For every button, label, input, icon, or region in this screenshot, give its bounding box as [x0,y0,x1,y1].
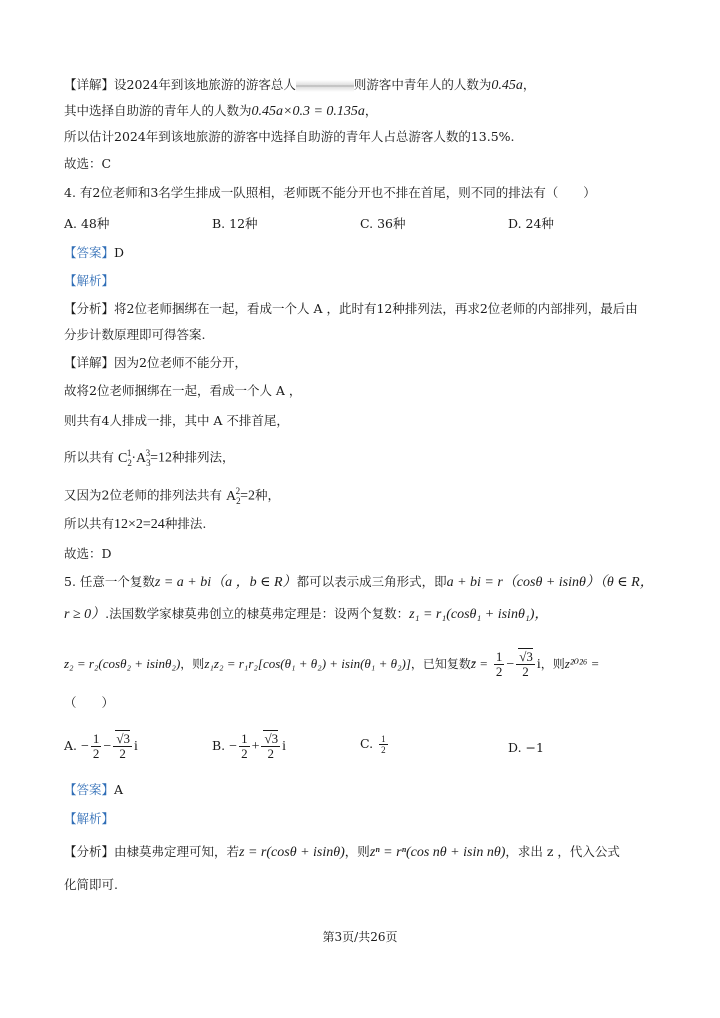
q5-l3-math2: z₁z₂ = r₁r₂[cos(θ₁ + θ₂) + isin(θ₁ + θ₂)] [204,656,411,671]
q4-stem: 4. 有2位老师和3名学生排成一队照相，老师既不能分开也不排在首尾，则不同的排法有（ ） [64,185,596,200]
q5-line2 [64,605,548,624]
q5-fenxi-line1 [64,843,620,862]
prev-line1-end: ， [522,77,536,92]
q5-l1-mid: 都可以表示成三角形式，即 [296,574,447,589]
q4-fenxi-text: 将2位老师捆绑在一起，看成一个人 A ，此时有12种排列法，再求2位老师的内部排列，最后由 [114,301,638,316]
fraction-sqrt3-half: $\frac{√3}{2}$ [113,732,132,761]
q4-detail-2: 故将2位老师捆绑在一起，看成一个人 A ， [64,383,302,398]
q4-detail-5-math: =2 [240,488,255,504]
q4-detail-5-pre: 又因为2位老师的排列法共有 [64,487,222,503]
prev-choice: 故选：C [64,156,112,171]
q4-option-c: C. 36种 [360,216,406,231]
q5-l2-text: .法国数学家棣莫弗创立的棣莫弗定理是：设两个复数： [105,606,410,621]
q5-l2-math2: z₁ = r₁(cosθ₁ + isinθ₁)， [409,607,549,622]
prev-line2-math: 0.45a×0.3 = 0.135a [251,104,365,119]
q5-l1-math2: （a ，b ∈ R） [211,575,297,590]
answer-tag: 【答案】 [64,245,115,260]
q4-detail-5 [64,482,280,509]
q4-option-d: D. 24种 [508,216,554,231]
arrangement-expression: $A_2^2$ [225,486,241,506]
fraction-one-half: $\frac{1}{2}$ [495,649,503,679]
q5-option-d: D. −1 [508,740,544,755]
fraction-sqrt3-half: $\frac{√3}{2}$ [261,732,280,761]
q5-f1-math1: z = r(cosθ + isinθ) [239,845,345,860]
prev-detail-line3: 所以估计2024年到该地旅游的游客中选择自助游的青年人占总游客人数的13.5%. [64,129,515,144]
redaction-mark [296,80,354,92]
q4-detail-5-post: 种， [254,487,280,503]
fenxi-tag: 【分析】 [64,844,115,859]
prev-line2-text: 其中选择自助游的青年人的人数为 [64,103,252,118]
fraction-sqrt3-half: $\frac{√3}{2}$ [516,650,535,679]
q4-option-a: A. 48种 [64,216,110,231]
fraction-one-half: $\frac{1}{2}$ [92,731,100,761]
q4-detail-3: 则共有4人排成一排，其中 A 不排首尾， [64,413,289,428]
q4-analysis-tag: 【解析】 [64,273,115,288]
prev-detail-line1 [64,76,535,95]
prev-detail-line2 [64,102,377,121]
prev-line2-end: ， [364,103,378,118]
fraction-one-half: $\frac{1}{2}$ [241,731,248,761]
q5-option-a: A. − $\frac{1}{2}$ − $\frac{√3}{2}$ i [64,731,138,761]
q4-detail-1 [64,354,247,372]
fenxi-tag: 【分析】 [64,301,115,316]
q5-l2-math1: r ≥ 0） [64,607,106,622]
q4-option-b: B. 12种 [212,216,258,231]
q4-fenxi-line2: 分步计数原理即可得答案. [64,327,206,342]
q5-answer [64,781,123,799]
q5-l1-math3: a + bi = r（cosθ + isinθ）（θ ∈ R， [446,575,654,590]
fraction-one-half-small: $\frac{1}{2}$ [381,734,386,755]
q5-l3-math4: z²⁰²⁶ = [564,656,600,671]
q5-answer-value: A [114,782,124,797]
q4-detail-4-math: =12 [150,450,173,466]
q4-fenxi-line1 [64,300,638,318]
q5-f1-post: ，求出 z ，代入公式 [505,844,620,859]
prev-line1-math: 0.45a [491,78,523,93]
q4-answer [64,244,124,262]
q5-l3-math3: z̄ = [470,656,488,671]
prev-line1-tail: 则游客中青年人的人数为 [353,77,492,92]
q5-option-b: B. − $\frac{1}{2}$ + $\frac{√3}{2}$ i [212,731,286,761]
q5-option-c-label: C. [360,736,374,751]
q5-l3-t2: ，已知复数 [410,657,471,671]
q4-detail-6-math: 12×2=24 [114,517,165,532]
q5-line1 [64,573,654,592]
q4-choice: 故选：D [64,546,112,561]
q5-l3-t3: ，则 [540,657,565,671]
q5-f1-math2: zⁿ = rⁿ(cos nθ + isin nθ) [369,845,506,860]
q5-option-b-label: B. [212,738,226,753]
q4-detail-6 [64,515,206,534]
q5-paren: （ ） [64,695,115,710]
q5-f1-mid: ，则 [344,844,370,859]
page-footer: 第3页/共26页 [322,930,398,944]
q5-l1-math1: z = a + bi [154,575,212,590]
detail-tag: 【详解】 [64,355,115,370]
detail-tag: 【详解】 [64,77,115,92]
q5-f1-pre: 由棣莫弗定理可知，若 [114,844,240,859]
q5-l3-math1: z₂ = r₂(cosθ₂ + isinθ₂) [64,656,181,671]
q5-option-a-label: A. [64,738,78,753]
q5-line3: z₂ = r₂(cosθ₂ + isinθ₂)，则z₁z₂ = r₁r₂[cos(θ₁ + θ₂) + isin(θ₁ + θ₂)]，已知复数z̄ = $\frac{1}{2}$ − $\frac{√3}{2}$ i，则z²⁰²⁶ = [64,649,600,679]
q4-detail-4-post: 种排列法， [172,449,235,465]
q5-l1-pre: 5. 任意一个复数 [64,574,155,589]
answer-tag: 【答案】 [64,782,115,797]
combination-expression: $C_2^1\cdot A_3^3$ [118,448,151,468]
q4-detail-6-pre: 所以共有 [64,516,115,531]
q4-answer-value: D [114,245,125,260]
q5-analysis-tag: 【解析】 [64,811,115,826]
q5-option-c [360,734,390,755]
prev-line1-text: 设2024年到该地旅游的游客总人 [114,77,296,92]
q4-detail-4-pre: 所以共有 [64,449,115,465]
q5-l3-t1: ，则 [180,657,205,671]
q4-detail-1-text: 因为2位老师不能分开， [114,355,247,370]
q4-detail-6-post: 种排法. [164,516,207,531]
q5-fenxi-line2: 化简即可. [64,877,118,892]
q4-detail-4 [64,444,235,471]
